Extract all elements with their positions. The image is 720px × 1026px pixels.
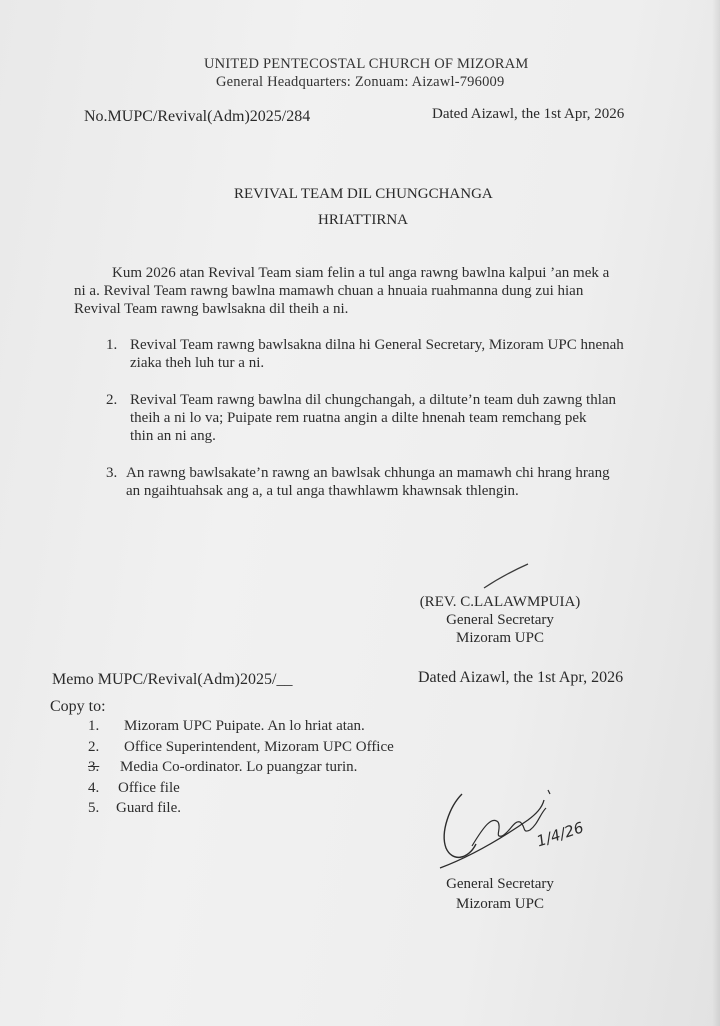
list-item: [106, 464, 656, 500]
numbered-list: [106, 336, 656, 519]
org-name: UNITED PENTECOSTAL CHURCH OF MIZORAM: [204, 56, 529, 72]
list-item: [106, 391, 656, 445]
footer-signatory-org: Mizoram UPC: [456, 896, 544, 912]
org-address: General Headquarters: Zonuam: Aizawl-796009: [216, 74, 505, 90]
intro-line: ni a. Revival Team rawng bawlna mamawh chuan a hnuaia ruahmanna dung zui hian: [74, 283, 584, 299]
list-item-number: 1.: [106, 337, 118, 353]
list-item-line: ziaka theh luh tur a ni.: [130, 355, 265, 371]
list-item-line: Revival Team rawng bawlsakna dilna hi General Secretary, Mizoram UPC hnenah: [130, 337, 624, 353]
list-item-number: 3.: [106, 465, 118, 481]
signatory-name: (REV. C.LALAWMPUIA): [419, 594, 581, 610]
copy-item-text: Media Co-ordinator. Lo puangzar turin.: [120, 759, 358, 775]
subject-line-1: REVIVAL TEAM DIL CHUNGCHANGA: [234, 186, 493, 202]
memo-date: Dated Aizawl, the 1st Apr, 2026: [418, 669, 624, 686]
copy-item: [88, 737, 394, 758]
list-item-line: thin an ni ang.: [130, 428, 216, 444]
copy-to-list: [88, 716, 394, 819]
list-item-line: Revival Team rawng bawlna dil chungchangah, a diltute’n team duh zawng thlan: [130, 392, 617, 408]
intro-line: Revival Team rawng bawlsakna dil theih a ni.: [74, 301, 349, 317]
list-item-line: An rawng bawlsakate’n rawng an bawlsak chhunga an mamawh chi hrang hrang: [126, 465, 610, 481]
copy-item-number: 3.: [88, 759, 100, 775]
intro-line: Kum 2026 atan Revival Team siam felin a tul anga rawng bawlna kalpui ’an mek a: [112, 265, 610, 281]
list-item: [106, 336, 656, 372]
paper-edge-shadow: [712, 0, 720, 1026]
copy-item-text: Office Superintendent, Mizoram UPC Office: [124, 738, 394, 755]
copy-item-number: 5.: [88, 800, 100, 816]
reference-date: Dated Aizawl, the 1st Apr, 2026: [432, 106, 625, 122]
intro-paragraph: [74, 264, 654, 318]
copy-item: [88, 778, 394, 799]
memo-number: Memo MUPC/Revival(Adm)2025/__: [52, 671, 293, 688]
signatory-org: Mizoram UPC: [456, 630, 544, 646]
copy-item: [88, 757, 394, 778]
copy-item: [88, 716, 394, 737]
copy-item: [88, 798, 394, 819]
footer-signatory-title: General Secretary: [446, 876, 554, 892]
reference-number: No.MUPC/Revival(Adm)2025/284: [84, 108, 311, 125]
copy-item-number: 2.: [88, 738, 100, 755]
list-item-number: 2.: [106, 392, 118, 408]
copy-item-number: 4.: [88, 779, 100, 796]
copy-item-text: Mizoram UPC Puipate. An lo hriat atan.: [124, 718, 365, 734]
signature-stroke: [480, 562, 540, 592]
list-item-line: theih a ni lo va; Puipate rem ruatna angin a dilte hnenah team remchang pek: [130, 410, 587, 426]
subject-line-2: HRIATTIRNA: [318, 212, 408, 228]
signature-date: 1/4/26: [534, 818, 586, 851]
signatory-title: General Secretary: [446, 612, 554, 628]
list-item-line: an ngaihtuahsak ang a, a tul anga thawhlawm khawnsak thlengin.: [126, 483, 519, 499]
copy-item-text: Guard file.: [116, 800, 181, 816]
copy-item-text: Office file: [118, 779, 180, 796]
copy-to-label: Copy to:: [50, 698, 106, 715]
copy-item-number: 1.: [88, 718, 100, 734]
handwritten-signature: [432, 786, 602, 876]
